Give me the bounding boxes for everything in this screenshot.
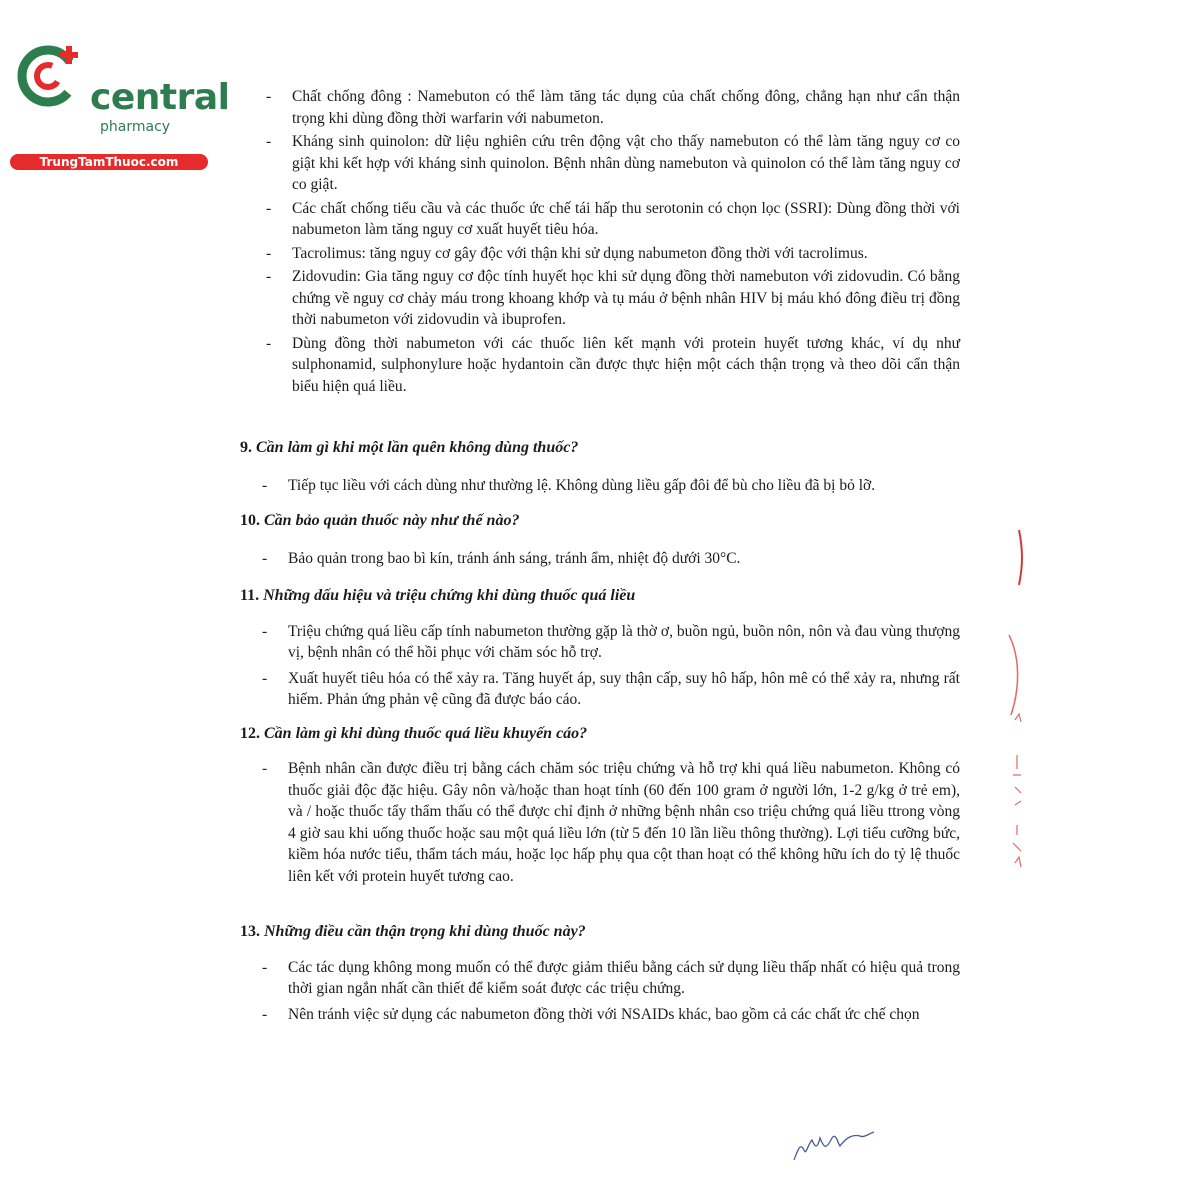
section-heading (240, 437, 960, 459)
pharmacy-cross-logo-icon (10, 36, 90, 116)
section-number: 9. (240, 439, 252, 456)
document-body (240, 86, 960, 1025)
interaction-list (240, 86, 960, 397)
list-item: - Các tác dụng không mong muốn có thể được giảm thiểu bằng cách sử dụng liều thấp nhất có hiệu quả trong thời gian ngắn nhất cần thiết để kiểm soát được các triệu chứng. (240, 957, 960, 1000)
brand-name: central (90, 77, 230, 118)
list-item: - Nên tránh việc sử dụng các nabumeton đồng thời với NSAIDs khác, bao gồm cả các chất ức chế chọn (240, 1004, 960, 1026)
list-item: - Triệu chứng quá liều cấp tính nabumeton thường gặp là thờ ơ, buồn ngủ, buồn nôn, nôn và đau vùng thượng vị, bệnh nhân có thể hồi phục với chăm sóc hỗ trợ. (240, 621, 960, 664)
section-10 (240, 510, 960, 569)
section-number: 11. (240, 587, 260, 604)
section-heading (240, 723, 960, 745)
section-title: Cần bảo quản thuốc này như thế nào? (264, 512, 520, 529)
section-11 (240, 585, 960, 711)
list-item: - Tiếp tục liều với cách dùng như thường lệ. Không dùng liều gấp đôi để bù cho liều đã bị bỏ lỡ. (240, 475, 960, 497)
list-item: - Bảo quản trong bao bì kín, tránh ánh sáng, tránh ẩm, nhiệt độ dưới 30°C. (240, 548, 960, 570)
section-title: Những điều cần thận trọng khi dùng thuốc này? (264, 923, 586, 940)
list-item: - Kháng sinh quinolon: dữ liệu nghiên cứu trên động vật cho thấy namebuton có thể làm tăng nguy cơ co giật khi kết hợp với kháng sinh quinolon. Bệnh nhân dùng namebuton và quinolon có thể làm tăng nguy cơ co giật. (240, 131, 960, 196)
list-item: - Bệnh nhân cần được điều trị bằng cách chăm sóc triệu chứng và hỗ trợ khi quá liều nabumeton. Không có thuốc giải độc đặc hiệu. Gây nôn và/hoặc than hoạt tính (60 đến 100 gram ở người lớn, 1-2 g/kg ở trẻ em), và / hoặc thuốc tẩy thẩm thấu có thể được chỉ định ở những bệnh nhân cso triệu chứng quá liều ttrong vòng 4 giờ sau khi uống thuốc hoặc sau một quá liều lớn (từ 5 đến 10 lần liều thông thường). Lợi tiểu cưỡng bức, kiềm hóa nước tiểu, thẩm tách máu, hoặc lọc hấp phụ qua cột than hoạt có thể không hữu ích do tỷ lệ thuốc liên kết với protein huyết tương cao. (240, 758, 960, 887)
list-item: - Các chất chống tiểu cầu và các thuốc ức chế tái hấp thu serotonin có chọn lọc (SSRI): Dùng đồng thời với nabumeton làm tăng nguy cơ xuất huyết tiêu hóa. (240, 198, 960, 241)
list-item: - Dùng đồng thời nabumeton với các thuốc liên kết mạnh với protein huyết tương khác, ví dụ như sulphonamid, sulphonylure hoặc hydantoin cần được thực hiện một cách thận trọng và theo dõi cẩn thận biểu hiện quá liều. (240, 333, 960, 398)
section-number: 10. (240, 512, 260, 529)
brand-subtitle: pharmacy (100, 119, 171, 135)
section-heading (240, 921, 960, 943)
handwritten-signature (790, 1120, 880, 1170)
brand-logo (10, 36, 230, 169)
section-title: Những dấu hiệu và triệu chứng khi dùng thuốc quá liều (263, 587, 636, 604)
section-12 (240, 723, 960, 888)
list-item: - Xuất huyết tiêu hóa có thể xảy ra. Tăng huyết áp, suy thận cấp, suy hô hấp, hôn mê có thể xảy ra, nhưng rất hiếm. Phản ứng phản vệ cũng đã được báo cáo. (240, 668, 960, 711)
section-title: Cần làm gì khi dùng thuốc quá liều khuyến cáo? (264, 724, 588, 742)
section-heading (240, 585, 960, 607)
section-9 (240, 437, 960, 496)
brand-url: TrungTamThuoc.com (10, 154, 208, 170)
section-title: Cần làm gì khi một lần quên không dùng thuốc? (256, 439, 579, 456)
list-item: - Zidovudin: Gia tăng nguy cơ độc tính huyết học khi sử dụng đồng thời namebuton với zidovudin. Có bằng chứng về nguy cơ chảy máu trong khoang khớp và tụ máu ở bệnh nhân HIV bị máu khó đông điều trị đồng thời nabumeton với zidovudin và ibuprofen. (240, 266, 960, 331)
section-number: 13. (240, 923, 260, 940)
section-13 (240, 921, 960, 1025)
list-item: - Tacrolimus: tăng nguy cơ gây độc với thận khi sử dụng nabumeton đồng thời với tacrolimus. (240, 243, 960, 265)
list-item: - Chất chống đông : Namebuton có thể làm tăng tác dụng của chất chống đông, chẳng hạn như cẩn thận trọng khi dùng đồng thời warfarin với nabumeton. (240, 86, 960, 129)
section-heading (240, 510, 960, 532)
section-number: 12. (240, 724, 260, 742)
red-stamp-mark (1005, 525, 1030, 895)
